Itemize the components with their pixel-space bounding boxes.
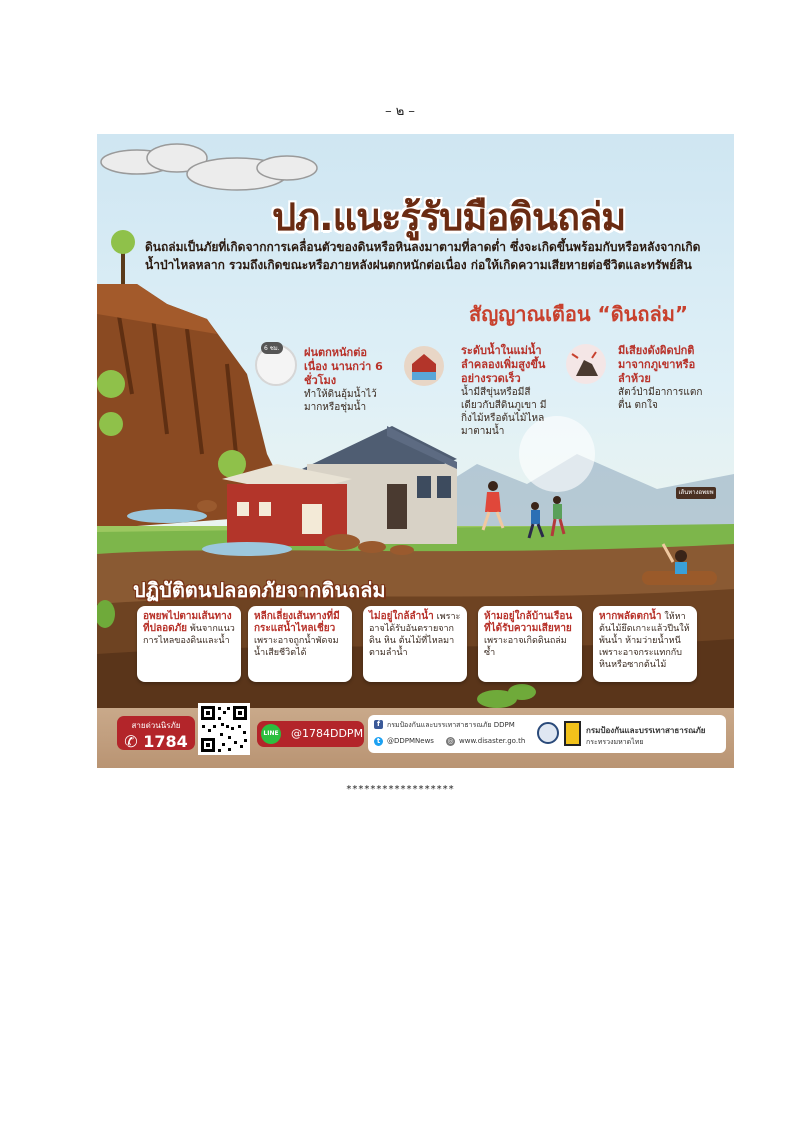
warning-sign-water-title: ระดับน้ำในแม่น้ำ ลำคลองเพิ่มสูงขึ้นอย่างรวดเร็ว	[461, 344, 546, 385]
safety-tip-title: ไม่อยู่ใกล้ลำน้ำ	[369, 611, 434, 622]
line-account	[257, 721, 364, 747]
safety-tip-card	[593, 606, 697, 682]
warning-sign-noise-title: มีเสียงดังผิดปกติ มาจากภูเขาหรือลำห้วย	[618, 344, 696, 385]
globe-icon: ◎	[447, 737, 454, 745]
ministry-emblem-icon	[564, 721, 581, 746]
warning-sign-rain-text: ทำให้ดินอุ้มน้ำไว้มากหรือชุ่มน้ำ	[304, 389, 377, 413]
water-level-icon	[404, 346, 444, 386]
safety-tip-card	[137, 606, 241, 682]
safety-tip-title: ห้ามอยู่ใกล้บ้านเรือนที่ได้รับความเสียหาย	[484, 611, 573, 634]
warning-sign-noise	[618, 344, 710, 412]
hotline-number: 1784	[143, 732, 188, 751]
poster-intro: ดินถล่มเป็นภัยที่เกิดจากการเคลื่อนตัวของดินหรือหินลงมาตามที่ลาดต่ำ ซึ่งจะเกิดขึ้นพร้อมกับหรือหลังจากเกิดน้ำป่าไหลหลาก รวมถึงเกิดขณะหรือภายหลังฝนตกหนักต่อเนื่อง ก่อให้เกิดความเสียหายต่อชีวิตและทรัพย์สิน	[145, 240, 701, 272]
ddpm-seal-icon	[537, 722, 559, 744]
social-links-panel	[368, 715, 726, 753]
line-logo-icon: LINE	[261, 724, 281, 744]
poster-title: ปภ.แนะรู้รับมือดินถล่ม	[272, 195, 626, 239]
house-flood-icon	[404, 346, 444, 386]
hotline-badge	[117, 716, 195, 750]
qr-code-icon	[198, 703, 250, 755]
warning-sign-water-text: น้ำมีสีขุ่นหรือมีสีเดียวกับสีดินภูเขา มีกิ่งไม้หรือต้นไม้ไหลมาตามน้ำ	[461, 387, 547, 437]
evacuation-route-sign: เส้นทางอพยพ	[676, 487, 716, 499]
safety-tip-card	[248, 606, 352, 682]
safety-tip-title: หากพลัดตกน้ำ	[599, 611, 662, 622]
rain-badge: 6 ชม.	[261, 342, 283, 354]
warning-sign-noise-text: สัตว์ป่ามีอาการแตกตื่น ตกใจ	[618, 387, 703, 411]
twitter-handle: @DDPMNews	[387, 737, 434, 745]
landslide-poster	[97, 134, 734, 768]
safety-tip-title: อพยพไปตามเส้นทางที่ปลอดภัย	[143, 611, 232, 634]
website: www.disaster.go.th	[459, 737, 526, 745]
phone-icon: ✆	[124, 732, 138, 751]
page-number: – ๒ –	[385, 104, 415, 119]
clouds-icon	[101, 144, 317, 190]
safety-tip-text: เพราะอาจถูกน้ำพัดจมน้ำเสียชีวิตได้	[254, 636, 339, 658]
animal-alarm-icon	[566, 344, 606, 384]
safety-tip-card	[478, 606, 582, 682]
safety-tip-text: ให้หาต้นไม้ยึดเกาะแล้วปีนให้พ้นน้ำ ห้ามว่ายน้ำหนี เพราะอาจกระแทกกับหินหรือซากต้นไม้	[599, 612, 690, 670]
rain-clock-icon	[255, 344, 297, 386]
org-name: กรมป้องกันและบรรเทาสาธารณภัย	[586, 726, 706, 735]
safety-tip-card	[363, 606, 467, 682]
safety-tip-text: เพราะอาจได้รับอันตรายจากดิน หิน ต้นไม้ที่ไหลมาตามลำน้ำ	[369, 612, 461, 658]
warning-sign-rain-title: ฝนตกหนักต่อเนื่อง นานกว่า 6 ชั่วโมง	[304, 346, 383, 387]
warning-sign-water	[461, 344, 551, 438]
facebook-name: กรมป้องกันและบรรเทาสาธารณภัย DDPM	[387, 721, 515, 729]
safety-heading: ปฏิบัติตนปลอดภัยจากดินถล่ม	[133, 578, 386, 602]
facebook-icon: f	[374, 720, 383, 729]
rock-noise-icon	[566, 344, 606, 384]
red-house-icon	[222, 464, 352, 546]
hotline-label: สายด่วนนิรภัย	[131, 721, 181, 730]
safety-tip-text: เพราะอาจเกิดดินถล่มซ้ำ	[484, 636, 567, 658]
section-separator: ******************	[345, 784, 455, 795]
safety-tip-title: หลีกเลี่ยงเส้นทางที่มีกระแสน้ำไหลเชี่ยว	[254, 611, 340, 634]
warning-sign-rain	[304, 346, 389, 414]
qr-code-graphic	[198, 703, 250, 755]
twitter-icon: t	[374, 737, 383, 746]
line-handle: @1784DDPM	[291, 727, 364, 740]
warning-heading: สัญญาณเตือน “ดินถล่ม”	[469, 302, 689, 326]
safety-tip-text: พ้นจากแนวการไหลของดินและน้ำ	[143, 624, 235, 646]
ministry-name: กระทรวงมหาดไทย	[586, 738, 644, 746]
